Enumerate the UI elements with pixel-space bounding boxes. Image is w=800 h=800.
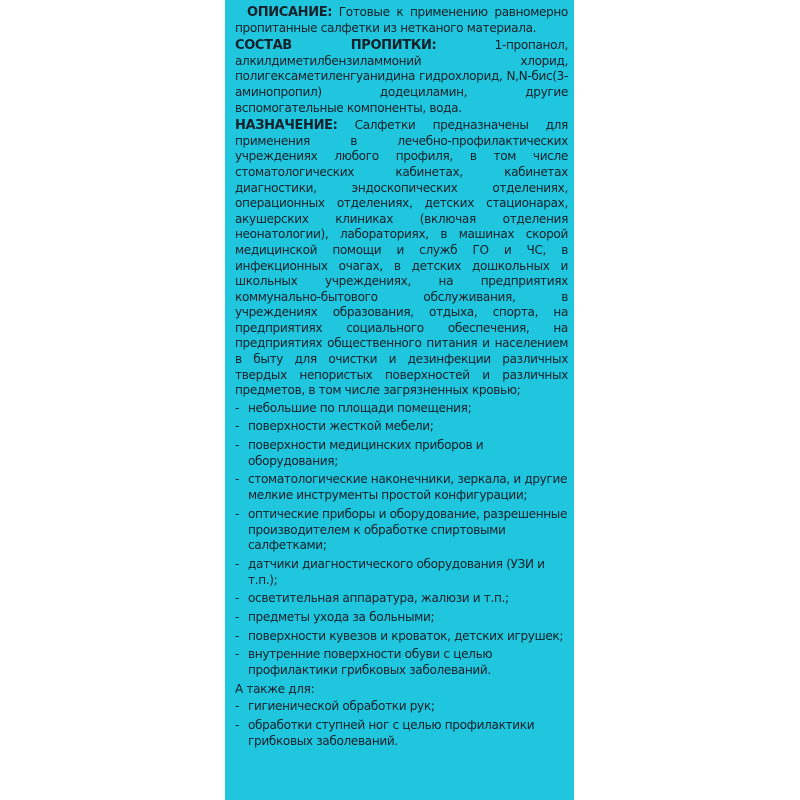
description-text: Готовые к применению равномерно пропитанные салфетки из нетканого материала. — [235, 5, 568, 35]
purpose-text: Салфетки предназначены для применения в лечебно-профилактических учреждениях любого профиля, в том числе стоматологических кабинетах, кабинетах диагностики, эндоскопических отделениях, операционных отделениях, детских стационарах, акушерских клиниках (включая отделения неонатологии), лабораториях, в машинах скорой медицинской помощи и служб ГО и ЧС, в инфекционных очагах, в детских дошкольных и школьных учреждениях, на предприятиях коммунально-бытового обслуживания, в учреждениях образования, отдыха, спорта, на предприятиях социального обеспечения, на предприятиях общественного питания и населением в быту для очистки и дезинфекции различных твердых непористых поверхностей и различных предметов, в том числе загрязненных кровью; — [235, 118, 568, 398]
dash-bullet: - — [235, 557, 240, 571]
dash-bullet: - — [235, 591, 240, 606]
list-item: - поверхности кувезов и кроваток, детских игрушек; — [235, 628, 564, 643]
product-label-panel — [225, 0, 574, 800]
composition-text: 1-пропанол, алкилдиметилбензиламмоний хлорид, полигексаметиленгуанидина гидрохлорид, N,N-бис(3-аминопропил) додециламин, другие вспомогательные компоненты, вода. — [235, 38, 569, 115]
dash-bullet: - — [235, 647, 240, 662]
list-item: - стоматологические наконечники, зеркала, и другие мелкие инструменты простой конфигурации; — [235, 472, 568, 503]
surfaces-list — [235, 401, 568, 679]
list-item: - предметы ухода за больными; — [235, 609, 435, 624]
list-item: - поверхности медицинских приборов и оборудования; — [235, 438, 484, 468]
dash-bullet: - — [235, 609, 240, 624]
list-item: - обработки ступней ног с целью профилактики грибковых заболеваний. — [235, 717, 535, 748]
dash-bullet: - — [235, 400, 240, 415]
list-item: - поверхности жесткой мебели; — [235, 419, 434, 434]
also-heading: А также для: — [235, 681, 315, 696]
dash-bullet: - — [235, 717, 240, 732]
purpose-label: НАЗНАЧЕНИЕ: — [235, 118, 338, 134]
list-item: - небольшие по площади помещения; — [235, 400, 472, 415]
list-item: - оптические приборы и оборудование, разрешенные производителем к обработке спиртовыми салфетками; — [235, 506, 568, 553]
dash-bullet: - — [235, 628, 240, 643]
composition-section — [235, 38, 568, 116]
list-item: - датчики диагностического оборудования (УЗИ и т.п.); — [235, 557, 545, 587]
description-label: ОПИСАНИЕ: — [247, 5, 333, 20]
dash-bullet: - — [235, 699, 240, 714]
also-list — [235, 699, 568, 749]
dash-bullet: - — [235, 472, 240, 487]
description-section — [235, 5, 568, 36]
purpose-section — [235, 118, 568, 399]
composition-label: СОСТАВ ПРОПИТКИ: — [235, 38, 437, 54]
dash-bullet: - — [235, 419, 240, 434]
list-item: - гигиенической обработки рук; — [235, 699, 435, 714]
list-item: - осветительная аппаратура, жалюзи и т.п.; — [235, 591, 509, 606]
dash-bullet: - — [235, 438, 240, 453]
dash-bullet: - — [235, 506, 240, 521]
list-item: - внутренние поверхности обуви с целью профилактики грибковых заболеваний. — [235, 647, 493, 677]
